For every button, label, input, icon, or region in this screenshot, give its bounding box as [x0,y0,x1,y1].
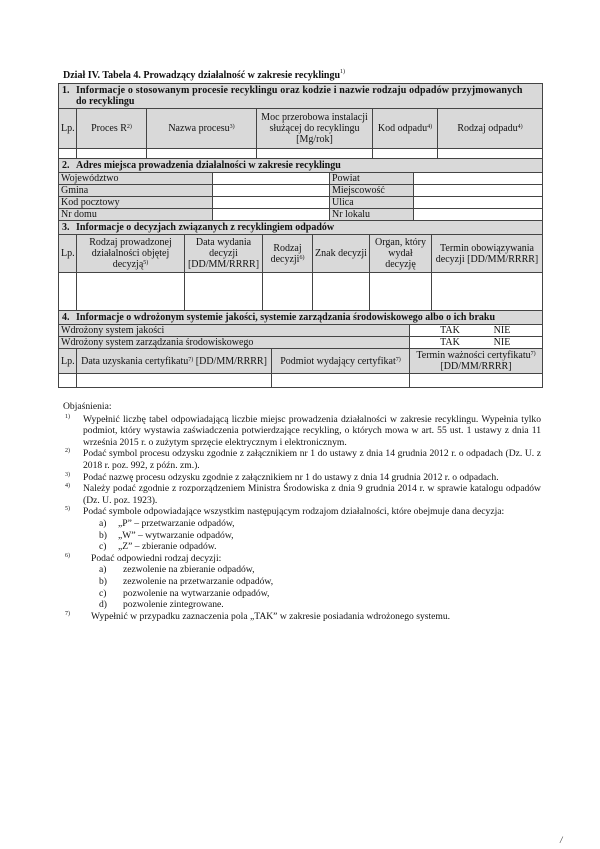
input-miejscowosc[interactable] [414,185,543,197]
footnote-2: 2) Podać symbol procesu odzysku zgodnie z załącznikiem nr 1 do ustawy z dnia 14 grudnia 2012 r. o odpadach (Dz. U. z 2018 r. poz. 992, z późn. zm.). [65,448,541,471]
section2-heading: 2. Adres miejsca prowadzenia działalności w zakresie recyklingu [59,159,543,173]
cell-termin-waznosci[interactable] [410,374,543,388]
col-rodzaj-odpadu: Rodzaj odpadu$^{4)}$ [438,109,543,149]
input-wojewodztwo[interactable] [213,173,330,185]
col-lp: Lp. [59,349,77,374]
tak-option[interactable]: TAK [440,337,460,348]
footnote-4: 4) Należy podać zgodnie z rozporządzeniem Ministra Środowiska z dnia 9 grudnia 2014 r. w sprawie katalogu odpadów (Dz. U. poz. 1923). [65,483,541,506]
col-data-uzyskania: Data uzyskania certyfikatu$^{7)}$ [DD/MM/RRRR] [77,349,272,374]
col-podmiot-wydajacy: Podmiot wydający certyfikat$^{7)}$ [272,349,410,374]
label-miejscowosc: Miejscowość [330,185,414,197]
col-termin-waznosci: Termin ważności certyfikatu$^{7)}$ [DD/MM/RRRR] [410,349,543,374]
cell-rodzaj-decyzji[interactable] [263,273,313,313]
footnote-6-item: b) zezwolenie na przetwarzanie odpadów, [99,575,274,587]
col-kod-odpadu: Kod odpadu$^{4)}$ [373,109,438,149]
col-proces-r: Proces $R^{2)}$ [77,109,147,149]
col-rodzaj-decyzji: Rodzaj decyzji$^{6)}$ [263,235,313,273]
footnote-3: 3) Podać nazwę procesu odzysku zgodnie z załącznikiem nr 1 do ustawy z dnia 14 grudnia 2012 r. o odpadach. [65,471,499,483]
footnote-6-item: c) pozwolenie na wytwarzanie odpadów, [99,587,270,599]
cell-organ[interactable] [370,273,432,313]
cell-znak-decyzji[interactable] [313,273,370,313]
input-gmina[interactable] [213,185,330,197]
footnote-7: 7) Wypełnić w przypadku zaznaczenia pola „TAK” w zakresie posiadania wdrożonego systemu. [65,610,451,622]
label-kod-pocztowy: Kod pocztowy [59,197,213,209]
input-nr-lokalu[interactable] [414,209,543,221]
col-lp: Lp. [59,109,77,149]
footnote-5: 5) Podać symbole odpowiadające wszystkim następującym rodzajom działalności, które obejmuje dana decyzja: [65,506,505,518]
cell-rodzaj-dzialalnosci[interactable] [77,273,185,313]
footnote-6-item: d) pozwolenie zintegrowane. [99,599,224,611]
section3-table [58,220,543,313]
cell-podmiot-wydajacy[interactable] [272,374,410,388]
col-lp: Lp. [59,235,77,273]
label-ulica: Ulica [330,197,414,209]
page-title-text: Dział IV. Tabela 4. Prowadzący działalność w zakresie recyklingu [63,70,341,81]
col-data-wydania: Data wydania decyzji [DD/MM/RRRR] [185,235,263,273]
col-termin-obowiazywania: Termin obowiązywania decyzji [DD/MM/RRRR] [432,235,543,273]
col-znak-decyzji: Znak decyzji [313,235,370,273]
section2-table [58,158,543,221]
section-number: 1. [62,85,70,96]
section1-table [58,83,543,164]
footnote-6-item: a) zezwolenie na zbieranie odpadów, [99,564,255,576]
label-system-jakosci: Wdrożony system jakości [59,325,410,337]
section3-heading: 3. Informacje o decyzjach związanych z recyklingiem odpadów [59,221,543,235]
section-heading-line2: do recyklingu [76,96,135,107]
nie-option[interactable]: NIE [493,337,511,348]
footnotes [63,401,541,622]
col-organ: Organ, który wydał decyzję [370,235,432,273]
footnote-1: 1) Wypełnić liczbę tabel odpowiadającą liczbie miejsc prowadzenia działalności w zakresie recyklingu. Wypełnia tylko podmiot, który wystawia zaświadczenia potwierdzające recykling, o których mowa w art. 55 ust. 1 ustawy z dnia 11 września 2015 r. o zużytym sprzęcie elektrycznym i elektronicznym. [65,413,541,448]
cell-lp[interactable] [59,273,77,313]
nie-option[interactable]: NIE [493,325,511,336]
label-gmina: Gmina [59,185,213,197]
footnote-5-item: a) „P” – przetwarzanie odpadów, [99,517,235,529]
system-jakosci-choice [410,325,543,337]
footnote-ref: 1) [340,69,346,75]
section-heading-line1: Informacje o stosowanym procesie recyklingu oraz kodzie i nazwie rodzaju odpadów przyjmowanych [76,85,523,96]
footnote-6: 6) Podać odpowiedni rodzaj decyzji: [65,552,222,564]
table-row [59,273,543,313]
label-powiat: Powiat [330,173,414,185]
page-number: / [560,835,563,845]
cell-data-uzyskania[interactable] [77,374,272,388]
cell-lp[interactable] [59,374,77,388]
label-nr-lokalu: Nr lokalu [330,209,414,221]
input-powiat[interactable] [414,173,543,185]
input-ulica[interactable] [414,197,543,209]
cell-termin-obowiazywania[interactable] [432,273,543,313]
page-title [63,70,345,81]
section4-heading: 4. Informacje o wdrożonym systemie jakości, systemie zarządzania środowiskowego albo o ich braku [59,311,543,325]
input-kod-pocztowy[interactable] [213,197,330,209]
input-nr-domu[interactable] [213,209,330,221]
col-rodzaj-dzialalnosci: Rodzaj prowadzonej działalności objętej decyzją$^{5)}$ [77,235,185,273]
label-system-srodowiskowy: Wdrożony system zarządzania środowiskowego [59,337,410,349]
system-srodowiskowy-choice [410,337,543,349]
label-nr-domu: Nr domu [59,209,213,221]
col-moc-przerobowa: Moc przerobowa instalacji służącej do recyklingu [Mg/rok] [257,109,373,149]
cell-data-wydania[interactable] [185,273,263,313]
footnotes-heading: Objaśnienia: [63,401,112,412]
table-row [59,374,543,388]
tak-option[interactable]: TAK [440,325,460,336]
col-nazwa-procesu: Nazwa procesu$^{3)}$ [147,109,257,149]
section1-heading [59,84,543,109]
footnote-5-item: b) „W” – wytwarzanie odpadów, [99,529,234,541]
label-wojewodztwo: Województwo [59,173,213,185]
section4-table [58,310,543,388]
footnote-5-item: c) „Z” – zbieranie odpadów. [99,541,217,553]
